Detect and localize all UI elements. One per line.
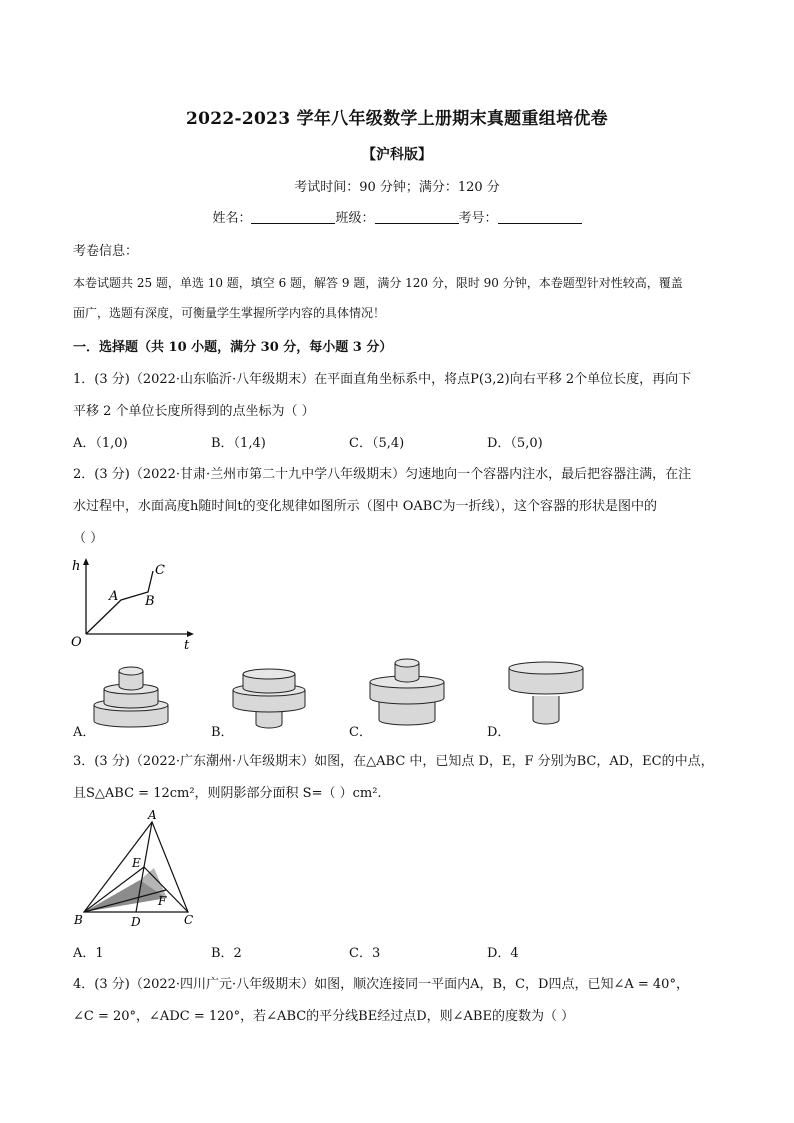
q3-option-a[interactable]: A．1 bbox=[73, 946, 104, 961]
number-label: 考号： bbox=[458, 211, 498, 226]
q1-line-1: 1．(3 分)（2022·山东临沂·八年级期末）在平面直角坐标系中，将点P(3,2)向右平移 2个单位长度，再向下 bbox=[73, 372, 692, 387]
q2-option-b[interactable]: B． bbox=[211, 725, 234, 740]
q3-option-c[interactable]: C．3 bbox=[349, 946, 381, 961]
container-c-image bbox=[368, 656, 446, 732]
q2-line-2: 水过程中，水面高度h随时间t的变化规律如图所示（图中 OABC为一折线），这个容器的形状是图中的 bbox=[73, 499, 658, 514]
point-o-label: O bbox=[71, 635, 82, 650]
info-line-1: 本卷试题共 25 题，单选 10 题，填空 6 题，解答 9 题，满分 120 分，限时 90 分钟，本卷题型针对性较高，覆盖 bbox=[73, 276, 683, 290]
q2-option-c[interactable]: C． bbox=[349, 725, 372, 740]
container-d-image bbox=[506, 656, 586, 732]
name-label: 姓名： bbox=[212, 211, 252, 226]
q1-line-2: 平移 2 个单位长度所得到的点坐标为（ ） bbox=[73, 404, 315, 419]
q1-option-d[interactable]: D．（5,0) bbox=[487, 436, 543, 451]
q2-line-3: （ ） bbox=[73, 531, 104, 546]
edition-label: 【沪科版】 bbox=[362, 147, 432, 163]
q3-triangle-figure bbox=[70, 806, 205, 930]
q3-option-d[interactable]: D．4 bbox=[487, 946, 519, 961]
container-a-image bbox=[92, 660, 170, 732]
t-axis-label: t bbox=[184, 638, 190, 651]
q2-water-level-graph bbox=[66, 556, 201, 651]
h-axis-label: h bbox=[72, 559, 81, 574]
q3-option-b[interactable]: B．2 bbox=[211, 946, 242, 961]
number-blank[interactable] bbox=[498, 211, 582, 224]
container-b-image bbox=[230, 660, 308, 732]
fig3-label-b: B bbox=[74, 913, 83, 927]
q1-option-c[interactable]: C．（5,4) bbox=[349, 436, 405, 451]
q3-line-2: 且S△ABC = 12cm²，则阴影部分面积 S=（ ）cm². bbox=[73, 786, 382, 801]
q1-option-a[interactable]: A．（1,0) bbox=[73, 436, 128, 451]
fig3-label-d: D bbox=[131, 915, 141, 929]
q2-option-d[interactable]: D． bbox=[487, 725, 511, 740]
q1-option-b[interactable]: B．（1,4) bbox=[211, 436, 266, 451]
name-blank[interactable] bbox=[251, 211, 335, 224]
fig3-label-c: C bbox=[184, 913, 194, 927]
q3-line-1: 3．(3 分)（2022·广东潮州·八年级期末）如图，在△ABC 中，已知点 D，E，F 分别为BC，AD，EC的中点， bbox=[73, 754, 714, 769]
q4-line-1: 4．(3 分)（2022·四川广元·八年级期末）如图，顺次连接同一平面内A，B，C，D四点，已知∠A = 40°， bbox=[73, 977, 689, 992]
fig3-label-e: E bbox=[132, 856, 141, 870]
student-fields bbox=[0, 207, 794, 226]
q2-line-1: 2．(3 分)（2022·甘肃·兰州市第二十九中学八年级期末）匀速地向一个容器内注水，最后把容器注满，在注 bbox=[73, 467, 692, 482]
exam-info: 考试时间：90 分钟；满分：120 分 bbox=[294, 180, 500, 195]
section-heading: 一．选择题（共 10 小题，满分 30 分，每小题 3 分） bbox=[73, 340, 393, 355]
q4-line-2: ∠C = 20°，∠ADC = 120°，若∠ABC的平分线BE经过点D，则∠ABE的度数为（ ） bbox=[73, 1009, 575, 1024]
class-blank[interactable] bbox=[375, 211, 459, 224]
document-title: 2022-2023 学年八年级数学上册期末真题重组培优卷 bbox=[185, 109, 608, 129]
fig3-label-f: F bbox=[158, 894, 167, 908]
point-b-label: B bbox=[145, 594, 155, 609]
class-label: 班级： bbox=[335, 211, 375, 226]
info-line-2: 面广，选题有深度，可衡量学生掌握所学内容的具体情况！ bbox=[73, 306, 386, 320]
q2-option-a[interactable]: A． bbox=[73, 725, 96, 740]
point-a-label: A bbox=[109, 589, 119, 604]
fig3-label-a: A bbox=[148, 808, 157, 822]
point-c-label: C bbox=[155, 563, 165, 578]
info-label: 考卷信息： bbox=[73, 244, 139, 259]
